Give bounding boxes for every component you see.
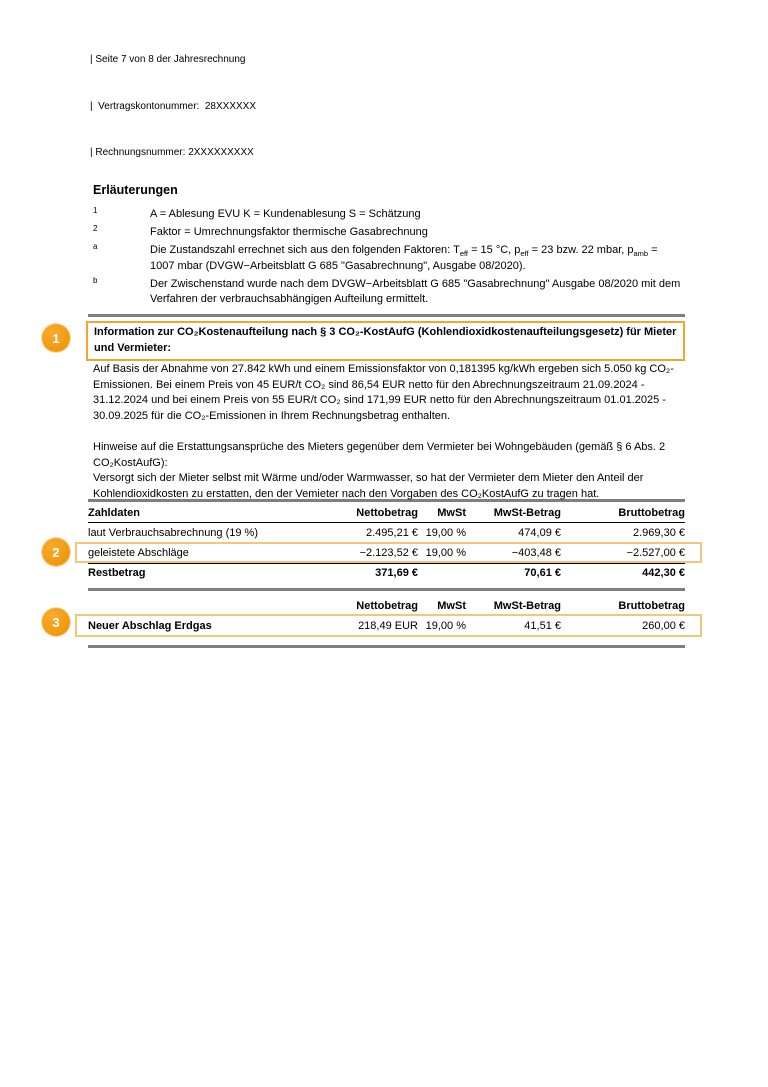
callout-number: 2 (52, 544, 60, 560)
footnote-marker: b (93, 275, 98, 285)
footnote-text: Faktor = Umrechnungsfaktor thermische Gasabrechnung (150, 226, 428, 238)
mwst-betrag-value: 70,61 € (524, 567, 561, 579)
callout-marker-2 (42, 538, 70, 566)
brutto-value: −2.527,00 € (626, 546, 685, 559)
footnotes-list (93, 207, 685, 310)
page-header-line-page: | Seite 7 von 8 der Jahresrechnung (90, 54, 246, 65)
callout-marker-1 (42, 324, 70, 352)
brutto-value: 260,00 € (642, 619, 685, 632)
mwst-betrag-value: 41,51 € (524, 619, 561, 632)
mwst-value: 19,00 % (425, 526, 466, 539)
mwst-betrag-value: 474,09 € (518, 526, 561, 539)
co2-info-heading: Information zur CO₂Kostenaufteilung nach § 3 CO₂-KostAufG (Kohlendioxidkostenaufteilungsgesetz) für Mieter und Vermieter: (94, 326, 677, 354)
row-label: Restbetrag (88, 567, 146, 579)
row-label: laut Verbrauchsabrechnung (19 %) (88, 526, 258, 539)
co2-paragraph-2-body: Versorgt sich der Mieter selbst mit Wärme und/oder Warmwasser, so hat der Vermieter dem Mieter den Anteil der Kohlendioxidkosten zu erstatten, den der Vemieter nach den Vorgaben des CO₂KostAufG zu tragen hat. (93, 472, 644, 500)
brutto-value: 442,30 € (642, 567, 685, 579)
column-header-mwst-betrag: MwSt-Betrag (493, 599, 561, 612)
footnote-text: Die Zustandszahl errechnet sich aus den folgenden Faktoren: $T_{eff} = 15$ °C, $p_{eff} = 23$ bzw. 22 mbar, $p_{amb} = 1007$ mbar (DVGW−Arbeitsblatt G 685 "Gasabrechnung", Ausgabe 08/2020). (150, 244, 658, 272)
netto-value: −2.123,52 € (359, 546, 418, 559)
callout-number: 3 (52, 614, 60, 630)
payment-table-header-row (88, 504, 685, 523)
installment-table-header-row (88, 597, 685, 614)
netto-value: 371,69 € (375, 567, 418, 579)
page-header-line-contract-account: | Vertragskontonummer: 28XXXXXX (90, 100, 257, 112)
brutto-value: 2.969,30 € (633, 526, 685, 539)
column-header-zahldaten: Zahldaten (88, 507, 140, 519)
co2-info-body (93, 362, 687, 503)
co2-info-heading-box (86, 321, 685, 361)
column-header-mwst: MwSt (437, 599, 466, 612)
column-header-nettobetrag: Nettobetrag (356, 599, 418, 612)
callout-marker-3 (42, 608, 70, 636)
table-row-neuer-abschlag-erdgas (88, 614, 685, 637)
section-divider (88, 314, 685, 317)
footnote-row (93, 225, 685, 241)
netto-value: 218,49 EUR (358, 619, 418, 632)
table-row-restbetrag (88, 563, 685, 582)
row-label: geleistete Abschläge (88, 546, 189, 559)
footnote-text: A = Ablesung EVU K = Kundenablesung S = Schätzung (150, 208, 421, 220)
mwst-value: 19,00 % (425, 546, 466, 559)
footnote-marker: 2 (93, 224, 98, 233)
netto-value: 2.495,21 € (366, 526, 418, 539)
column-header-bruttobetrag: Bruttobetrag (618, 507, 685, 519)
row-label: Neuer Abschlag Erdgas (88, 619, 212, 632)
column-header-nettobetrag: Nettobetrag (356, 507, 418, 519)
paragraph-spacer (93, 425, 687, 440)
footnote-row (93, 207, 685, 223)
section-divider (88, 645, 685, 648)
footnote-text: Der Zwischenstand wurde nach dem DVGW−Arbeitsblatt G 685 "Gasabrechnung" Ausgabe 08/2020 mit dem Verfahren der verbrauchsabhängigen Aufteilung ermittelt. (150, 277, 681, 305)
column-header-bruttobetrag: Bruttobetrag (618, 599, 685, 612)
table-row-geleistete-abschlaege (88, 542, 685, 563)
section-divider (88, 588, 685, 591)
co2-paragraph-2-intro: Hinweise auf die Erstattungsansprüche des Mieters gegenüber dem Vermieter bei Wohngebäuden (gemäß § 6 Abs. 2 CO₂KostAufG): (93, 440, 666, 469)
callout-number: 1 (52, 330, 60, 346)
mwst-value: 19,00 % (425, 619, 466, 632)
page-header (90, 21, 256, 192)
new-installment-table (88, 597, 685, 637)
mwst-betrag-value: −403,48 € (511, 546, 561, 559)
footnote-row (93, 277, 685, 308)
table-row-verbrauchsabrechnung (88, 523, 685, 542)
co2-paragraph-1: Auf Basis der Abnahme von 27.842 kWh und einem Emissionsfaktor von 0,181395 kg/kWh ergeben sich 5.050 kg CO₂-Emissionen. Bei einem Preis von 45 EUR/t CO₂ sind 86,54 EUR netto für den Abrechnungszeitraum 21.09.2024 - 31.12.2024 und bei einem Preis von 55 EUR/t CO₂ sind 171,99 EUR netto für den Abrechnungszeitraum 01.01.2025 - 30.09.2025 für die CO₂-Emissionen in Ihrem Rechnungsbetrag enthalten. (93, 363, 674, 423)
column-header-mwst-betrag: MwSt-Betrag (493, 507, 561, 519)
explanations-title: Erläuterungen (93, 183, 178, 197)
footnote-marker: 1 (93, 206, 98, 215)
column-header-mwst: MwSt (437, 507, 466, 519)
footnote-marker: a (93, 242, 98, 251)
footnote-row (93, 243, 685, 274)
page-header-line-invoice-number: | Rechnungsnummer: 2XXXXXXXXX (90, 147, 254, 158)
payment-data-table (88, 504, 685, 582)
